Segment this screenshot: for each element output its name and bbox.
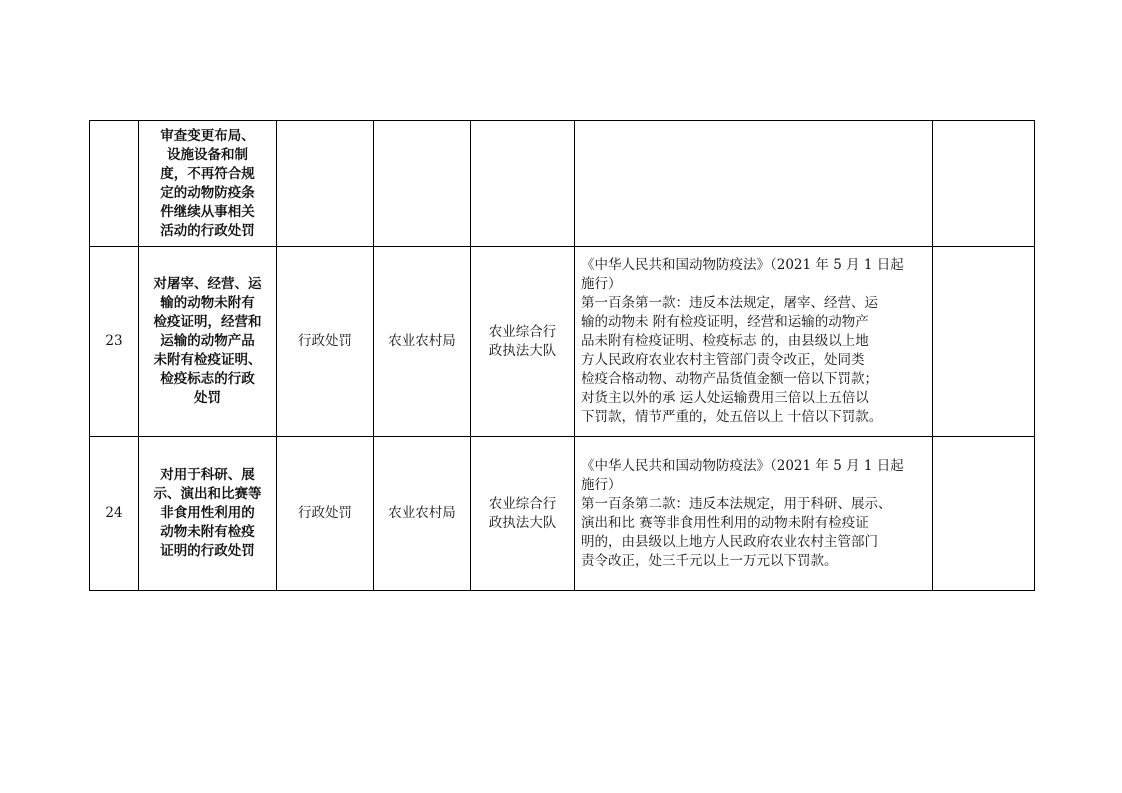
table-row — [90, 437, 1035, 591]
enforcement-body: 农业综合行 政执法大队 — [471, 247, 575, 437]
row-number — [90, 121, 139, 247]
department: 农业农村局 — [374, 247, 471, 437]
enforcement-body — [471, 121, 575, 247]
item-name: 对用于科研、展 示、演出和比赛等 非食用性利用的 动物未附有检疫 证明的行政处罚 — [139, 437, 277, 591]
row-number: 23 — [90, 247, 139, 437]
legal-basis — [575, 121, 933, 247]
item-name: 审查变更布局、 设施设备和制 度，不再符合规 定的动物防疫条 件继续从事相关 活动的行政处罚 — [139, 121, 277, 247]
remark — [933, 247, 1035, 437]
power-type: 行政处罚 — [277, 247, 374, 437]
regulation-table — [89, 120, 1035, 591]
table-row — [90, 121, 1035, 247]
remark — [933, 437, 1035, 591]
remark — [933, 121, 1035, 247]
power-type: 行政处罚 — [277, 437, 374, 591]
legal-basis: 《中华人民共和国动物防疫法》（2021 年 5 月 1 日起 施行） 第一百条第二款：违反本法规定，用于科研、展示、 演出和比 赛等非食用性利用的动物未附有检疫证 明的，由县级以上地方人民政府农业农村主管部门 责令改正，处三千元以上一万元以下罚款。 — [575, 437, 933, 591]
department: 农业农村局 — [374, 437, 471, 591]
department — [374, 121, 471, 247]
legal-basis: 《中华人民共和国动物防疫法》（2021 年 5 月 1 日起 施行） 第一百条第一款：违反本法规定，屠宰、经营、运 输的动物未 附有检疫证明，经营和运输的动物产 品未附有检疫证明、检疫标志 的，由县级以上地 方人民政府农业农村主管部门责令改正，处同类 检疫合格动物、动物产品货值金额一倍以下罚款； 对货主以外的承 运人处运输费用三倍以上五倍以 下罚款，情节严重的，处五倍以上 十倍以下罚款。 — [575, 247, 933, 437]
table-row — [90, 247, 1035, 437]
item-name: 对屠宰、经营、运 输的动物未附有 检疫证明，经营和 运输的动物产品 未附有检疫证明、 检疫标志的行政 处罚 — [139, 247, 277, 437]
enforcement-body: 农业综合行 政执法大队 — [471, 437, 575, 591]
row-number: 24 — [90, 437, 139, 591]
power-type — [277, 121, 374, 247]
